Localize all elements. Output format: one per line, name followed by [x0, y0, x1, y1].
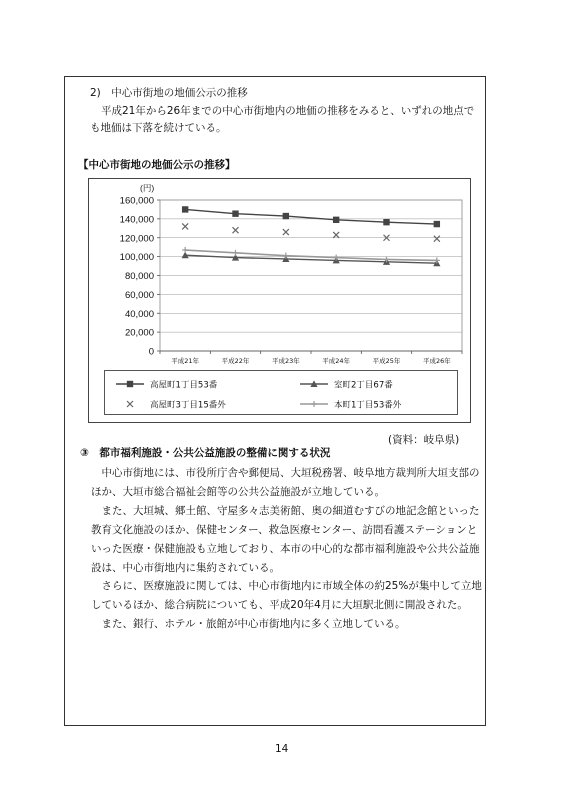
x-tick-label: 平成21年 — [171, 357, 200, 365]
series-1-point — [434, 221, 440, 227]
series-1-point — [232, 210, 238, 216]
section3-line: いった医療・保健施設も立地しており、本市の中心的な都市福利施設や公共公益施 — [91, 542, 480, 555]
y-tick-label: 140,000 — [119, 214, 154, 226]
y-tick-label: 80,000 — [124, 271, 154, 282]
section2-line-2: も地価は下落を続けている。 — [90, 122, 227, 134]
chart-legend — [104, 370, 458, 415]
page-number: 14 — [275, 743, 289, 755]
y-tick-label: 100,000 — [119, 252, 154, 264]
section3-line: 設は、中心市街地内に集約されている。 — [91, 561, 280, 574]
y-tick-label: 0 — [148, 346, 154, 358]
section3-line: また、大垣城、郷土館、守屋多々志美術館、奥の細道むすびの地記念館といった — [91, 504, 480, 517]
chart-title: 【中心市街地の地価公示の推移】 — [78, 159, 236, 171]
source-note: (資料：岐阜県) — [388, 434, 460, 446]
section3-line: さらに、医療施設に関しては、中心市街地内に市域全体の約25%が集中して立地 — [91, 580, 482, 593]
legend-label: 高屋町3丁目15番外 — [150, 400, 226, 411]
section2-line-1: 平成21年から26年までの中心市街地内の地価の推移をみると、いずれの地点で — [101, 105, 475, 117]
series-1-point — [283, 213, 289, 219]
section3-line: ほか、大垣市総合福祉会館等の公共公益施設が立地している。 — [91, 485, 385, 498]
y-axis-label: (円) — [140, 183, 155, 193]
section3-line: 中心市街地には、市役所庁舎や郵便局、大垣税務署、岐阜地方裁判所大垣支部の — [91, 467, 480, 479]
y-tick-label: 160,000 — [119, 195, 154, 207]
section3-line: また、銀行、ホテル・旅館が中心市街地内に多く立地している。 — [91, 618, 406, 631]
x-tick-label: 平成23年 — [271, 357, 300, 365]
x-tick-label: 平成25年 — [372, 357, 401, 365]
series-1-point — [383, 219, 389, 225]
section3-heading: ③ 都市福利施設・公共公益施設の整備に関する状況 — [80, 447, 331, 459]
legend-label: 室町2丁目67番 — [334, 380, 393, 391]
series-1-point — [333, 217, 339, 223]
y-tick-label: 60,000 — [124, 289, 154, 301]
legend-label: 本町1丁目53番外 — [334, 400, 402, 411]
x-tick-label: 平成26年 — [422, 357, 451, 365]
section2-heading: 2) 中心市街地の地価公示の推移 — [90, 87, 248, 99]
y-tick-label: 20,000 — [124, 327, 154, 339]
x-tick-label: 平成22年 — [221, 357, 250, 365]
y-tick-label: 120,000 — [119, 233, 154, 245]
section3-line: しているほか、総合病院についても、平成20年4月に大垣駅北側に開設された。 — [91, 599, 468, 612]
x-tick-label: 平成24年 — [322, 357, 351, 365]
series-1-point — [182, 206, 188, 212]
section3-line: 教育文化施設のほか、保健センター、救急医療センター、訪問看護ステーションと — [91, 523, 478, 536]
legend-label: 高屋町1丁目53番 — [150, 380, 218, 391]
y-tick-label: 40,000 — [124, 308, 154, 320]
